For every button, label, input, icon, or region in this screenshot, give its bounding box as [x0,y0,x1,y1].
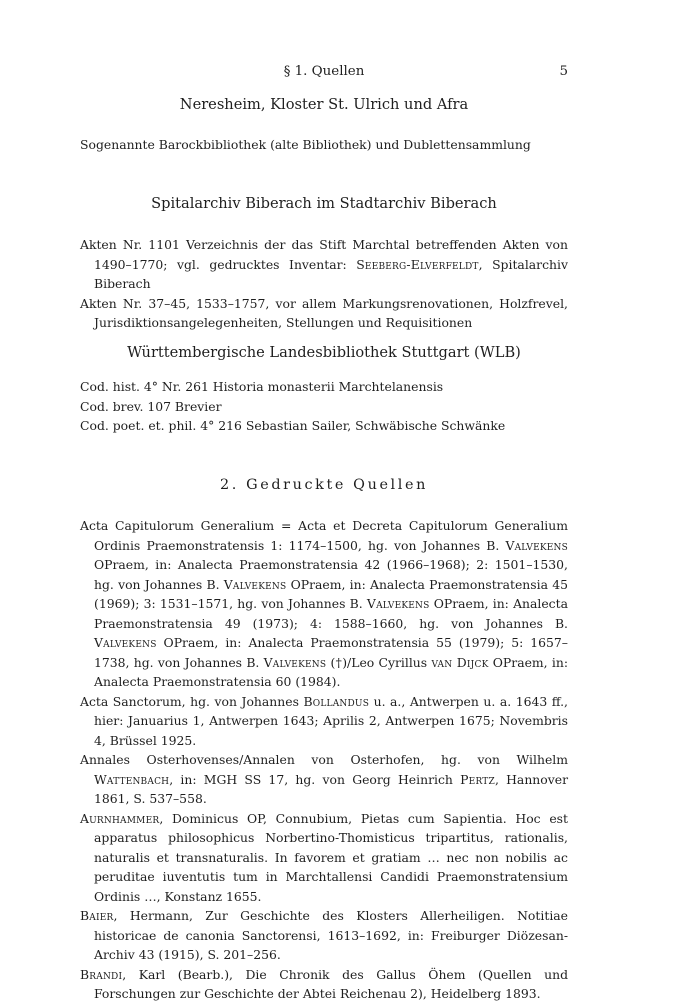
author-name: Valvekens [94,635,157,650]
list-item: Annales Osterhovenses/Annalen von Osterhofen, hg. von Wilhelm Wattenbach, in: MGH SS 17, hg. von Georg Heinrich Pertz, Hannover 1861, S. 537–558. [80,752,568,806]
running-head-section: § 1. Quellen [283,64,365,79]
author-name: Valvekens [505,537,568,553]
list-item: Akten Nr. 1101 Verzeichnis der das Stift Marchtal betreffenden Akten von 1490–1770; vgl. gedrucktes Inventar: Seeberg-Elverfeldt, Spitalarchiv Biberach [80,237,568,291]
page-number: 5 [559,64,568,79]
heading-neresheim: Neresheim, Kloster St. Ulrich und Afra [179,96,469,113]
list-item: Acta Capitulorum Generalium = Acta et Decreta Capitulorum Generalium Ordinis Praemonstratensis 1: 1174–1500, hg. von Johannes B. Valvekens OPraem, in: Analecta Praemonstratensia 42 (1966–1968); 2: 1501–1530, hg. von Johannes B. Valvekens OPraem, in: Analecta Praemonstratensia 45 (1969); 3: 1531–1571, hg. von Johannes B. Valvekens OPraem, in: Analecta Praemonstratensia 49 (1973); 4: 1588–1660, hg. von Johannes B. Valvekens OPraem, in: Analecta Praemonstratensia 55 (1979); 5: 1657–1738, hg. von Johannes B. Valvekens (†)/Leo Cyrillus van Dijck OPraem, in: Analecta Praemonstratensia 60 (1984). [80,518,569,689]
author-name: Pertz [460,771,495,787]
list-item: Sogenannte Barockbibliothek (alte Bibliothek) und Dublettensammlung [80,137,531,152]
section-wlb [80,377,568,436]
list-item: Brandi, Karl (Bearb.), Die Chronik des Gallus Öhem (Quellen und Forschungen zur Geschichte der Abtei Reichenau 2), Heidelberg 1893. [80,966,568,1001]
heading-printed-sources: 2. Gedruckte Quellen [220,477,428,493]
list-item: Akten Nr. 37–45, 1533–1757, vor allem Markungsrenovationen, Holzfrevel, Jurisdiktionsangelegenheiten, Stellungen und Requisitionen [80,295,568,330]
author-name: Valvekens [223,576,287,592]
section-biberach [80,235,568,333]
list-item: Cod. hist. 4° Nr. 261 Historia monasterii Marchtelanensis [80,379,444,394]
section-neresheim [80,135,568,155]
list-item: Cod. poet. et. phil. 4° 216 Sebastian Sailer, Schwäbische Schwänke [80,418,506,433]
section-printed-sources [80,516,568,1004]
heading-biberach: Spitalarchiv Biberach im Stadtarchiv Biberach [151,195,497,212]
author-name: Brandi [80,966,123,982]
author-name: Wattenbach [94,771,170,787]
author-name: Aurnhammer [80,810,160,826]
list-item: Cod. brev. 107 Brevier [80,398,222,414]
list-item: Aurnhammer, Dominicus OP, Connubium, Pietas cum Sapientia. Hoc est apparatus philosophicus Norbertino-Thomisticus tripartitus, rationalis, naturalis et transnaturalis. In favorem et gratiam … nec non nobilis ac peruditae iuventutis tum in Marchtallensi Candidi Praemonstratensium Ordinis …, Konstanz 1655. [80,810,568,904]
author-name: Bollandus [303,693,370,709]
list-item: Baier, Hermann, Zur Geschichte des Klosters Allerheiligen. Notitiae historicae de canonia Sanctorensi, 1613–1692, in: Freiburger Diözesan-Archiv 43 (1915), S. 201–256. [80,908,568,962]
running-head [80,62,568,82]
list-item: Acta Sanctorum, hg. von Johannes Bollandus u. a., Antwerpen u. a. 1643 ff., hier: Januarius 1, Antwerpen 1643; Aprilis 2, Antwerpen 1675; Novembris 4, Brüssel 1925. [80,693,568,748]
author-name: van Dijck [431,654,489,670]
heading-wlb: Württembergische Landesbibliothek Stuttgart (WLB) [127,344,521,361]
author-name: Seeberg-Elverfeldt [356,256,479,272]
author-name: Valvekens [263,654,327,670]
author-name: Valvekens [366,596,430,611]
author-name: Baier [80,908,114,923]
